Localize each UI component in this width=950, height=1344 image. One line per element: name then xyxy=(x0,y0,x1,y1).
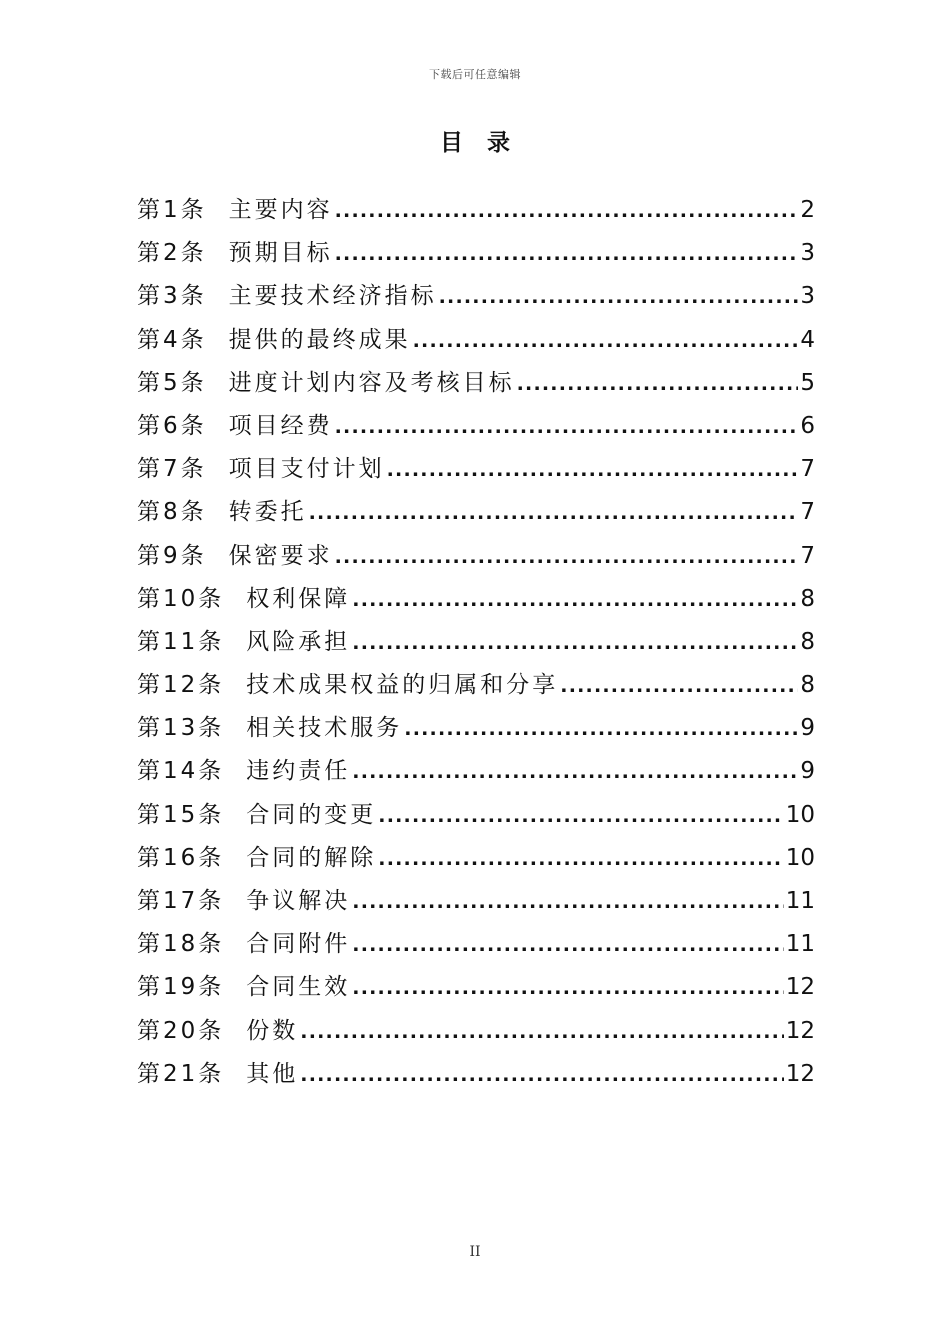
toc-entry-label: 进度计划内容及考核目标 xyxy=(228,369,515,396)
toc-entry[interactable] xyxy=(137,578,815,621)
toc-entry-number: 第21条 xyxy=(137,1060,225,1087)
toc-entry-page: 12 xyxy=(785,1060,815,1087)
toc-entry-page: 6 xyxy=(800,412,815,439)
toc-entry-page: 7 xyxy=(800,542,815,569)
toc-dot-leader xyxy=(352,622,798,665)
toc-entry[interactable] xyxy=(137,621,815,664)
toc-dot-leader xyxy=(352,924,783,967)
toc-entry[interactable] xyxy=(137,535,815,578)
toc-entry-page: 10 xyxy=(785,801,815,828)
toc-dot-leader xyxy=(335,233,799,276)
toc-entry-number: 第19条 xyxy=(137,974,225,1001)
toc-entry[interactable] xyxy=(137,707,815,750)
toc-entry-label: 保密要求 xyxy=(228,542,333,569)
toc-entry-label: 违约责任 xyxy=(246,758,351,785)
toc-entry[interactable] xyxy=(137,319,815,362)
toc-entry-label: 合同附件 xyxy=(246,931,351,958)
toc-entry-number: 第12条 xyxy=(137,672,225,699)
toc-entry-label: 合同生效 xyxy=(246,974,351,1001)
toc-title: 目录 xyxy=(440,130,534,156)
toc-entry-number: 第3条 xyxy=(137,283,207,310)
toc-dot-leader xyxy=(378,838,783,881)
toc-entry-page: 8 xyxy=(800,672,815,699)
toc-entry-page: 11 xyxy=(785,888,815,914)
toc-entry[interactable] xyxy=(137,1010,815,1053)
toc-entry-page: 2 xyxy=(800,197,815,223)
table-of-contents xyxy=(137,189,815,1096)
page-header-note: 下载后可任意编辑 xyxy=(429,68,521,81)
toc-entry[interactable] xyxy=(137,837,815,880)
toc-entry[interactable] xyxy=(137,664,815,707)
toc-entry-label: 合同的变更 xyxy=(246,801,377,828)
toc-entry-page: 3 xyxy=(800,283,815,310)
toc-dot-leader xyxy=(335,190,799,233)
toc-entry-label: 主要内容 xyxy=(228,197,333,223)
toc-entry-page: 8 xyxy=(800,585,815,612)
toc-entry-label: 权利保障 xyxy=(246,585,351,612)
toc-entry-label: 主要技术经济指标 xyxy=(228,283,437,310)
toc-entry-number: 第18条 xyxy=(137,931,225,958)
toc-entry-number: 第20条 xyxy=(137,1017,225,1044)
toc-entry-number: 第8条 xyxy=(137,499,207,526)
toc-entry-page: 7 xyxy=(800,456,815,483)
toc-dot-leader xyxy=(300,1011,783,1054)
toc-entry-page: 9 xyxy=(800,758,815,785)
toc-dot-leader xyxy=(309,492,799,535)
toc-entry-number: 第15条 xyxy=(137,801,225,828)
toc-dot-leader xyxy=(352,881,783,924)
toc-entry-page: 12 xyxy=(785,974,815,1001)
toc-entry-label: 风险承担 xyxy=(246,628,351,655)
toc-entry-page: 12 xyxy=(785,1017,815,1044)
toc-entry-page: 7 xyxy=(800,499,815,526)
toc-entry-label: 提供的最终成果 xyxy=(228,326,411,353)
toc-entry-number: 第2条 xyxy=(137,240,207,267)
toc-dot-leader xyxy=(352,967,783,1010)
toc-entry-label: 相关技术服务 xyxy=(246,715,403,742)
toc-entry-label: 项目经费 xyxy=(228,412,333,439)
toc-entry-number: 第1条 xyxy=(137,197,207,223)
toc-entry-number: 第11条 xyxy=(137,628,225,655)
toc-entry-number: 第17条 xyxy=(137,888,225,914)
toc-dot-leader xyxy=(387,449,799,492)
toc-entry[interactable] xyxy=(137,275,815,318)
toc-dot-leader xyxy=(352,579,798,622)
toc-entry-label: 转委托 xyxy=(228,499,307,526)
toc-entry[interactable] xyxy=(137,923,815,966)
toc-entry[interactable] xyxy=(137,362,815,405)
toc-entry-number: 第16条 xyxy=(137,844,225,871)
toc-entry-number: 第6条 xyxy=(137,412,207,439)
toc-entry[interactable] xyxy=(137,880,815,923)
page-number: II xyxy=(469,1244,481,1260)
toc-dot-leader xyxy=(560,665,798,708)
toc-entry[interactable] xyxy=(137,750,815,793)
toc-entry[interactable] xyxy=(137,491,815,534)
toc-entry-label: 其他 xyxy=(246,1060,299,1087)
toc-dot-leader xyxy=(404,708,798,751)
toc-dot-leader xyxy=(439,276,799,319)
toc-entry-number: 第14条 xyxy=(137,758,225,785)
toc-dot-leader xyxy=(335,536,799,579)
toc-entry-label: 争议解决 xyxy=(246,888,351,914)
toc-entry[interactable] xyxy=(137,448,815,491)
toc-entry-page: 8 xyxy=(800,628,815,655)
toc-entry-page: 11 xyxy=(785,931,815,958)
toc-entry[interactable] xyxy=(137,1053,815,1096)
toc-entry-number: 第4条 xyxy=(137,326,207,353)
toc-entry-number: 第7条 xyxy=(137,456,207,483)
toc-entry-label: 预期目标 xyxy=(228,240,333,267)
toc-dot-leader xyxy=(413,320,799,363)
toc-entry-number: 第13条 xyxy=(137,715,225,742)
toc-entry-page: 5 xyxy=(800,369,815,396)
toc-entry[interactable] xyxy=(137,189,815,232)
toc-entry-page: 3 xyxy=(800,240,815,267)
toc-dot-leader xyxy=(300,1054,783,1097)
toc-entry-label: 合同的解除 xyxy=(246,844,377,871)
toc-dot-leader xyxy=(352,751,798,794)
toc-entry-label: 份数 xyxy=(246,1017,299,1044)
toc-entry-page: 4 xyxy=(800,326,815,353)
toc-entry-label: 技术成果权益的归属和分享 xyxy=(246,672,559,699)
toc-entry-page: 10 xyxy=(785,844,815,871)
toc-entry-number: 第5条 xyxy=(137,369,207,396)
toc-entry-page: 9 xyxy=(800,715,815,742)
toc-dot-leader xyxy=(335,406,799,449)
toc-entry[interactable] xyxy=(137,232,815,275)
toc-entry-label: 项目支付计划 xyxy=(228,456,385,483)
toc-entry[interactable] xyxy=(137,794,815,837)
toc-dot-leader xyxy=(378,795,783,838)
toc-dot-leader xyxy=(517,363,799,406)
toc-entry[interactable] xyxy=(137,966,815,1009)
toc-entry-number: 第10条 xyxy=(137,585,225,612)
toc-entry-number: 第9条 xyxy=(137,542,207,569)
toc-entry[interactable] xyxy=(137,405,815,448)
